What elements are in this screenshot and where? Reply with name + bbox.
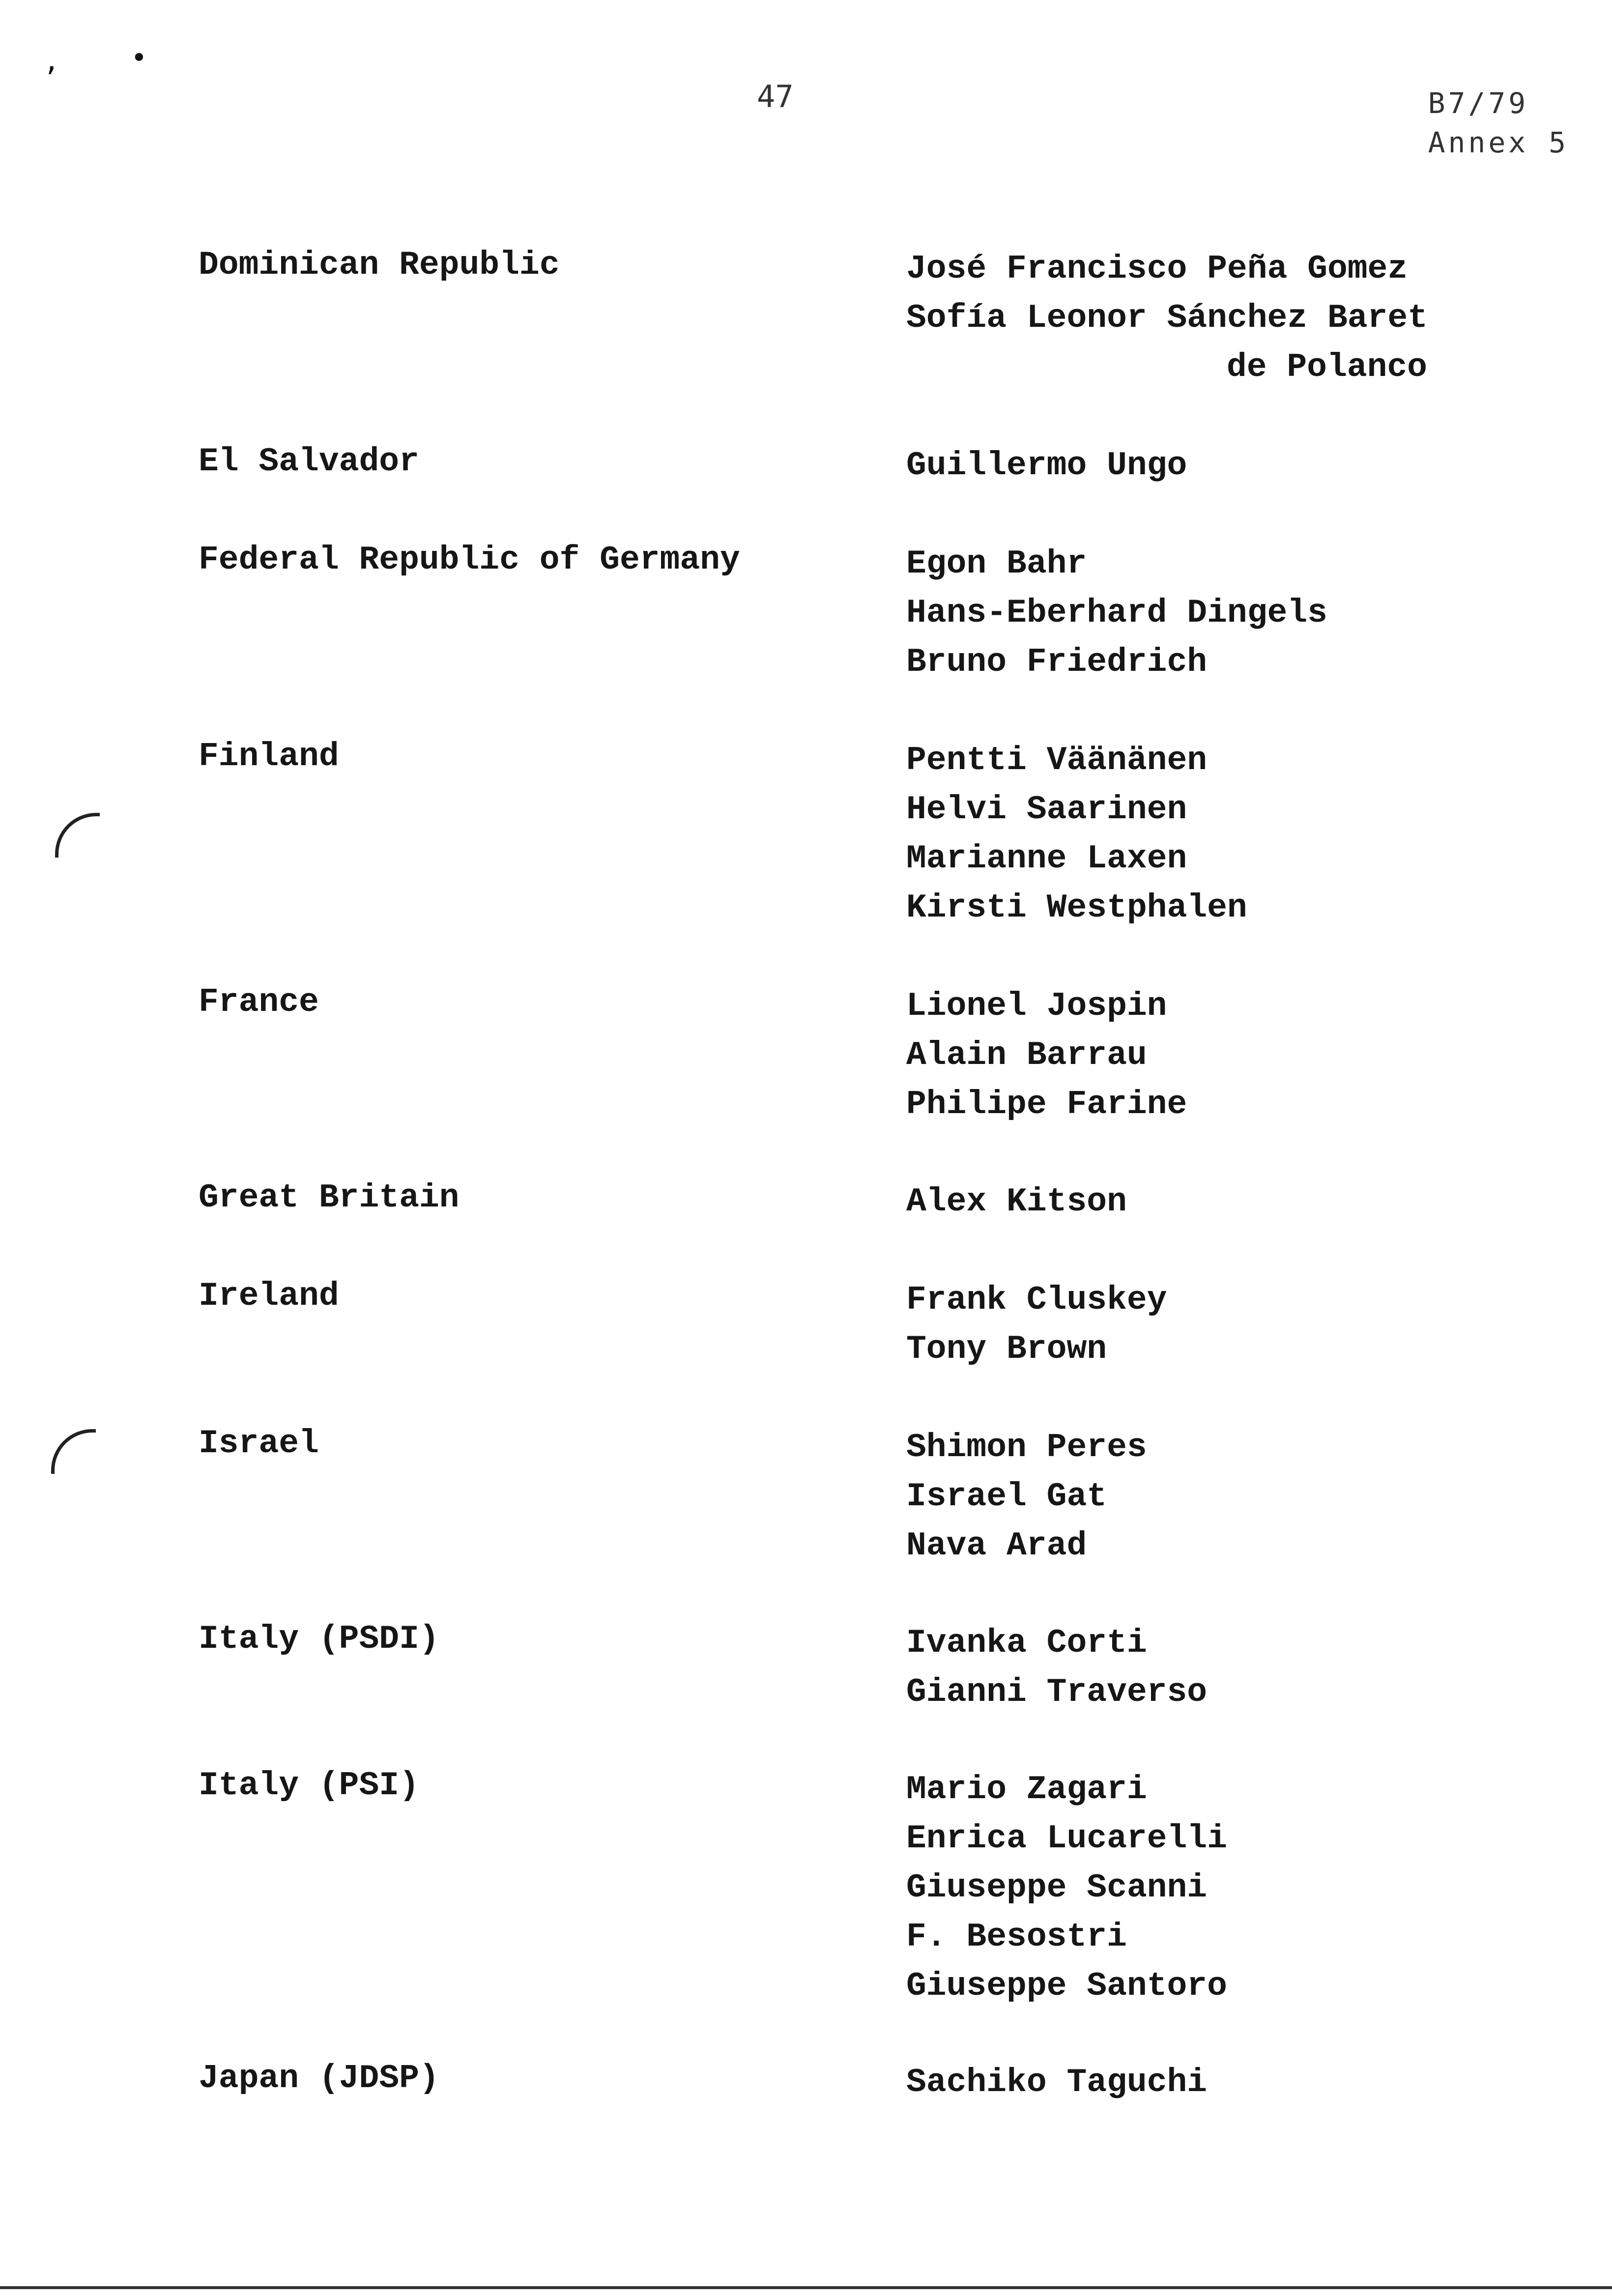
delegate-list [906, 245, 1427, 392]
page-number: 47 [757, 79, 794, 115]
delegate-name: Israel Gat [906, 1478, 1107, 1516]
delegate-name: Guillermo Ungo [906, 447, 1187, 485]
delegate-name: Frank Cluskey [906, 1281, 1167, 1319]
delegate-name: Pentti Väänänen [906, 742, 1208, 779]
delegate-name: Nava Arad [906, 1527, 1087, 1565]
binding-bracket [51, 1429, 96, 1474]
stray-mark-dot: • [131, 42, 147, 74]
country-name: Italy (PSDI) [199, 1620, 439, 1658]
country-name: Japan (JDSP) [199, 2060, 439, 2097]
country-name: Great Britain [199, 1179, 460, 1217]
delegate-name: Hans-Eberhard Dingels [906, 594, 1327, 632]
bottom-rule [0, 2286, 1612, 2289]
document-reference [1428, 84, 1569, 162]
delegate-name: Enrica Lucarelli [906, 1820, 1227, 1858]
country-name: Finland [199, 738, 339, 775]
country-name: France [199, 983, 319, 1021]
delegate-name: Egon Bahr [906, 545, 1087, 583]
reference-code: B7/79 [1428, 86, 1529, 120]
delegate-list [906, 1765, 1427, 2011]
delegate-name: Marianne Laxen [906, 840, 1187, 878]
country-name: Italy (PSI) [199, 1767, 419, 1805]
binding-bracket [55, 813, 100, 858]
delegate-name: Kirsti Westphalen [906, 889, 1247, 927]
delegate-name: Alain Barrau [906, 1036, 1147, 1074]
delegate-name: Bruno Friedrich [906, 643, 1208, 681]
delegate-name: Alex Kitson [906, 1183, 1127, 1221]
delegate-name: Giuseppe Santoro [906, 1967, 1227, 2005]
delegate-name: Gianni Traverso [906, 1673, 1208, 1711]
country-name: Federal Republic of Germany [199, 541, 740, 579]
country-name: El Salvador [199, 443, 419, 481]
delegate-list [906, 1177, 1427, 1227]
delegate-name: F. Besostri [906, 1918, 1127, 1956]
delegate-list [906, 540, 1427, 687]
country-name: Ireland [199, 1277, 339, 1315]
delegate-list [906, 736, 1427, 933]
delegate-list [906, 1423, 1427, 1571]
delegate-name: Tony Brown [906, 1330, 1107, 1368]
country-name: Dominican Republic [199, 246, 560, 284]
delegate-name: Sofía Leonor Sánchez Baret [906, 299, 1428, 337]
delegate-list [906, 2058, 1427, 2107]
annex-label: Annex 5 [1428, 126, 1569, 159]
delegate-name: Shimon Peres [906, 1429, 1147, 1466]
delegate-name: José Francisco Peña Gomez [906, 250, 1408, 288]
delegate-name: Giuseppe Scanni [906, 1869, 1208, 1907]
delegate-name: Helvi Saarinen [906, 791, 1187, 829]
delegate-name: Lionel Jospin [906, 987, 1167, 1025]
delegate-list [906, 441, 1427, 490]
delegate-list [906, 1619, 1427, 1717]
delegate-list [906, 982, 1427, 1129]
delegate-list [906, 1276, 1427, 1374]
stray-mark-comma: , [43, 45, 60, 77]
delegate-name: Sachiko Taguchi [906, 2064, 1208, 2101]
country-name: Israel [199, 1425, 319, 1463]
delegate-name: Philipe Farine [906, 1086, 1187, 1123]
delegate-name: Ivanka Corti [906, 1624, 1147, 1662]
delegate-name: Mario Zagari [906, 1771, 1147, 1808]
delegate-name-continuation: de Polanco [1226, 348, 1427, 386]
